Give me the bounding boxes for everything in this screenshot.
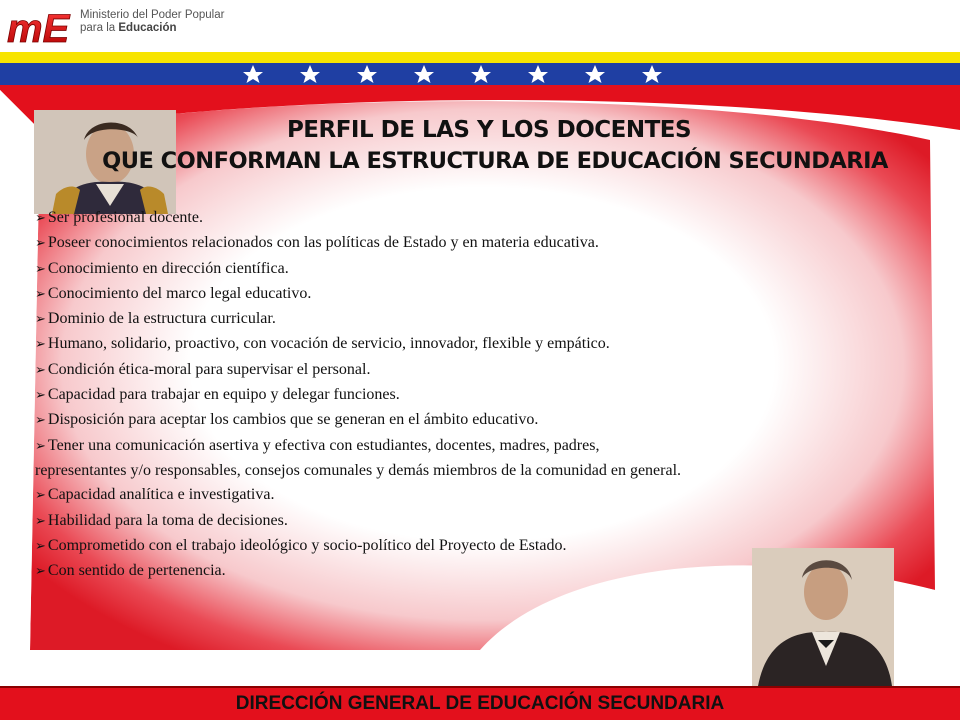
- teacher-profile-list: [35, 206, 935, 584]
- list-item: ➢ Ser profesional docente.: [35, 209, 203, 226]
- arrow-bullet-icon: ➢: [35, 488, 46, 504]
- list-item: ➢ Conocimiento del marco legal educativo.: [35, 284, 312, 302]
- star-icon: [585, 65, 605, 83]
- list-item: ➢ Conocimiento en dirección científica.: [35, 259, 289, 277]
- list-item: ➢ Poseer conocimientos relacionados con las políticas de Estado y en materia educativa.: [35, 234, 599, 252]
- flag-stars: [0, 62, 960, 86]
- list-item-continuation: representantes y/o responsables, consejos comunales y demás miembros de la comunidad en general.: [35, 461, 682, 479]
- star-icon: [357, 65, 377, 83]
- star-icon: [243, 65, 263, 83]
- star-icon: [642, 65, 662, 83]
- arrow-bullet-icon: ➢: [35, 413, 46, 429]
- ministry-line1: Ministerio del Poder Popular: [80, 9, 225, 21]
- arrow-bullet-icon: ➢: [35, 286, 46, 302]
- list-item: ➢ Comprometido con el trabajo ideológico y socio-político del Proyecto de Estado.: [35, 536, 567, 554]
- arrow-bullet-icon: ➢: [35, 513, 46, 529]
- list-item: ➢ Disposición para aceptar los cambios que se generan en el ámbito educativo.: [35, 411, 539, 429]
- list-item: ➢ Capacidad analítica e investigativa.: [35, 486, 275, 504]
- list-item: ➢ Dominio de la estructura curricular.: [35, 310, 276, 328]
- title-line1: PERFIL DE LAS Y LOS DOCENTES: [286, 117, 692, 143]
- star-icon: [300, 65, 320, 83]
- arrow-bullet-icon: ➢: [35, 236, 46, 252]
- ministry-line2-prefix: para la: [80, 22, 116, 34]
- arrow-bullet-icon: ➢: [35, 438, 46, 454]
- list-item: ➢ Capacidad para trabajar en equipo y delegar funciones.: [35, 386, 400, 404]
- arrow-bullet-icon: ➢: [35, 211, 46, 226]
- arrow-bullet-icon: ➢: [35, 312, 46, 328]
- arrow-bullet-icon: ➢: [35, 538, 46, 554]
- arrow-bullet-icon: ➢: [35, 362, 46, 378]
- me-logo: [6, 4, 76, 48]
- list-item: ➢ Tener una comunicación asertiva y efectiva con estudiantes, docentes, madres, padres,: [35, 436, 600, 454]
- arrow-bullet-icon: ➢: [35, 337, 46, 353]
- list-item: ➢ Habilidad para la toma de decisiones.: [35, 511, 288, 529]
- header: [0, 0, 960, 52]
- ministry-line2-bold: Educación: [118, 22, 177, 34]
- star-icon: [414, 65, 434, 83]
- page-title: [0, 114, 960, 176]
- logo-text: mE: [7, 7, 70, 48]
- footer-text: DIRECCIÓN GENERAL DE EDUCACIÓN SECUNDARIA: [235, 693, 725, 714]
- list-item: ➢ Con sentido de pertenencia.: [35, 562, 226, 580]
- list-item: ➢ Humano, solidario, proactivo, con vocación de servicio, innovador, flexible y empático.: [35, 335, 610, 353]
- star-icon: [528, 65, 548, 83]
- ministry-name: [80, 9, 224, 35]
- list-item: ➢ Condición ética-moral para supervisar el personal.: [35, 360, 371, 378]
- arrow-bullet-icon: ➢: [35, 564, 46, 580]
- arrow-bullet-icon: ➢: [35, 388, 46, 404]
- title-line2: QUE CONFORMAN LA ESTRUCTURA DE EDUCACIÓN SECUNDARIA: [102, 148, 888, 174]
- star-icon: [471, 65, 491, 83]
- footer-banner: [0, 686, 960, 720]
- arrow-bullet-icon: ➢: [35, 261, 46, 277]
